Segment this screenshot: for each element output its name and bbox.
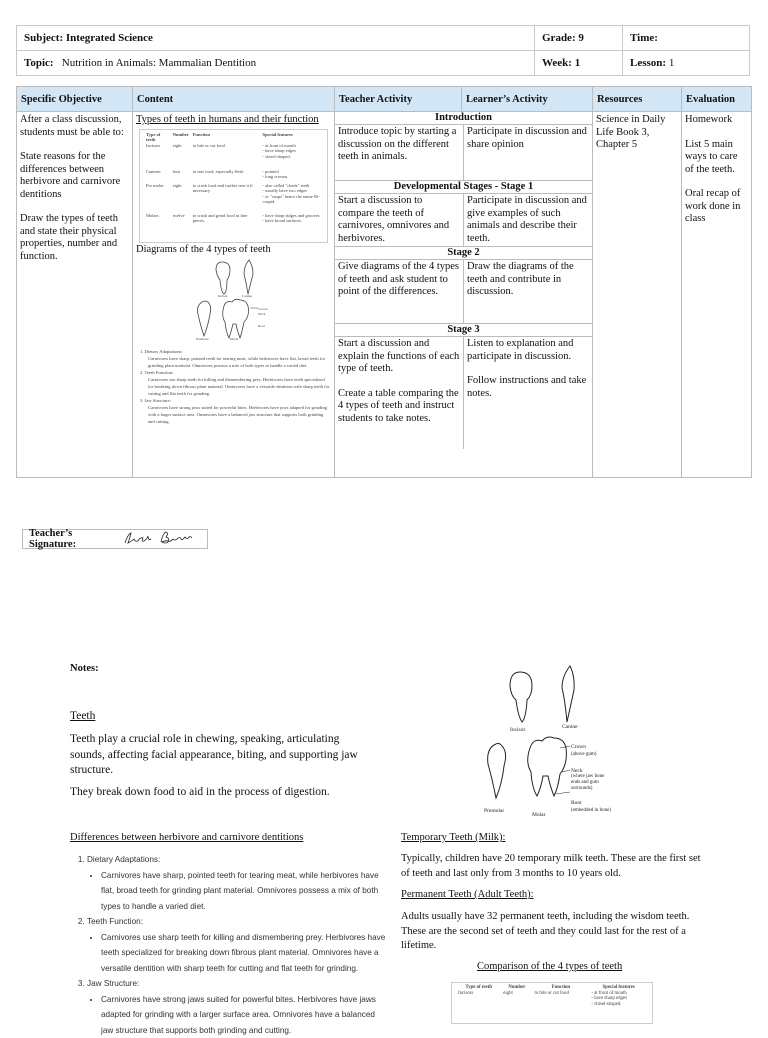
grade-cell — [535, 26, 623, 51]
mini-cell: eight — [171, 183, 191, 213]
neck-label: Neck — [571, 768, 583, 774]
stage-1 — [335, 180, 592, 246]
mini-crown-label: Crown — [258, 307, 268, 311]
mini-cell: twelve — [171, 213, 191, 224]
objective-2: Draw the types of teeth and state their physical properties, number and function. — [20, 213, 129, 263]
mini-differences-list — [136, 348, 331, 425]
col-resources: Resources — [593, 87, 682, 112]
compare-cell: Incisors — [456, 991, 501, 1008]
teeth-paragraph-2: They break down food to aid in the process of digestion. — [70, 786, 370, 798]
stage-title: Stage 3 — [335, 324, 592, 337]
stage-2 — [335, 246, 592, 323]
mini-table — [144, 132, 323, 224]
compare-cell: to bite or cut food — [532, 991, 589, 1008]
difference-text: • Carnivores have sharp, pointed teeth for tearing meat, while herbivores have flat, broad teeth for grinding plant material. Omnivores possess a mix of both types to handle a varied diet. — [101, 868, 386, 915]
difference-item — [87, 852, 386, 914]
teeth-diagram — [480, 664, 630, 822]
mini-diff-item: 1. Dietary Adaptations: — [140, 348, 331, 355]
signature-box — [22, 529, 208, 549]
mini-cell: - at front of mouth - have sharp edges - chisel-shaped. — [260, 143, 323, 169]
teacher-activity-2: Create a table comparing the 4 types of teeth and instruct students to take notes. — [338, 388, 460, 426]
resources-cell — [593, 112, 682, 478]
objective-1: State reasons for the differences between herbivore and carnivore dentitions — [20, 151, 129, 201]
learner-activity-2: Follow instructions and take notes. — [467, 375, 589, 400]
learner-activity: Draw the diagrams of the teeth and contribute in discussion. — [463, 260, 592, 323]
subject-label: Subject: — [24, 32, 63, 44]
compare-cell: eight — [501, 991, 532, 1008]
difference-item — [87, 976, 386, 1038]
incisor-label: Incisor — [510, 727, 525, 733]
week-cell — [535, 51, 623, 76]
mini-th-features: Special features — [260, 132, 323, 143]
subject-cell — [17, 26, 535, 51]
learner-activity: Listen to explanation and participate in discussion. — [467, 338, 589, 363]
lesson-header-table — [16, 25, 750, 76]
objective-cell — [17, 112, 133, 478]
plan-header-row — [17, 87, 752, 112]
evaluation-homework: Homework — [685, 114, 748, 127]
grade-label: Grade: — [542, 32, 576, 44]
mini-th-number: Number — [171, 132, 191, 143]
mini-teeth-table — [139, 129, 328, 243]
mini-root-label: Root — [258, 324, 265, 328]
mini-cell: - have sharp ridges and grooves - have broad surfaces. — [260, 213, 323, 224]
compare-cell: - at front of mouth - have sharp edges - chisel-shaped. — [589, 991, 648, 1008]
teacher-activity: Start a discussion to compare the teeth of carnivores, omnivores and herbivores. — [335, 194, 463, 246]
permanent-teeth-text: Adults usually have 32 permanent teeth, including the wisdom teeth. These are the second set of teeth and they could last for the rest of a lifetime. — [401, 910, 701, 954]
topic-value: Nutrition in Animals: Mammalian Dentition — [62, 57, 256, 69]
mini-diff-item: 3. Jaw Structure: — [140, 397, 331, 404]
molar-shape — [528, 737, 567, 796]
notes-heading: Notes: — [70, 663, 99, 674]
temporary-teeth-text: Typically, children have 20 temporary milk teeth. These are the first set of teeth and last only from 3 months to 10 years old. — [401, 852, 701, 881]
permanent-teeth-title: Permanent Teeth (Adult Teeth): — [401, 889, 534, 900]
lesson-cell — [623, 51, 750, 76]
premolar-shape — [488, 743, 506, 798]
mini-diff-item: 2. Teeth Function: — [140, 369, 331, 376]
root-note: (embedded in bone) — [571, 808, 611, 813]
difference-title: Teeth Function: — [87, 917, 143, 926]
mini-premolar-label: Premolar — [196, 337, 210, 341]
difference-item — [87, 914, 386, 976]
mini-th-type: Type of teeth — [144, 132, 171, 143]
mini-cell: four — [171, 169, 191, 183]
week-label: Week: — [542, 57, 572, 69]
week-value: 1 — [575, 57, 581, 69]
plan-body-row — [17, 112, 752, 478]
comparison-title: Comparison of the 4 types of teeth — [477, 961, 622, 972]
subject-value: Integrated Science — [66, 32, 153, 44]
stage-title: Stage 2 — [335, 247, 592, 260]
root-label: Root — [571, 800, 582, 806]
signature-label: Teacher’s Signature: — [29, 528, 119, 550]
mini-neck-label: Neck — [258, 312, 266, 316]
canine-label: Canine — [562, 724, 578, 730]
mini-th-function: Function — [191, 132, 261, 143]
grade-value: 9 — [578, 32, 584, 44]
comparison-table — [451, 982, 653, 1024]
learner-activity: Participate in discussion and share opinion — [463, 125, 592, 180]
evaluation-task: List 5 main ways to care of the teeth. — [685, 139, 748, 177]
mini-incisor-shape — [216, 262, 230, 294]
difference-title: Dietary Adaptations: — [87, 855, 160, 864]
differences-title: Differences between herbivore and carnivore dentitions — [70, 832, 303, 843]
time-cell — [623, 26, 750, 51]
mini-cell: Molars — [144, 213, 171, 224]
premolar-label: Premolar — [484, 808, 504, 814]
learner-activity: Participate in discussion and give examples of such animals and describe their teeth. — [463, 194, 592, 246]
mini-premolar-shape — [198, 301, 211, 336]
objective-intro: After a class discussion, students must be able to: — [20, 114, 129, 139]
difference-title: Jaw Structure: — [87, 979, 139, 988]
teeth-paragraph-1: Teeth play a crucial role in chewing, speaking, articulating sounds, affecting facial appearance, biting, and supporting jaw structure. — [70, 732, 370, 779]
mini-cell: Pre molar — [144, 183, 171, 213]
compare-th-number: Number — [501, 985, 532, 991]
handwritten-signature — [123, 530, 207, 548]
compare-th-function: Function — [532, 985, 589, 991]
mini-cell: - pointed - long crowns. — [260, 169, 323, 183]
teacher-activity: Start a discussion and explain the functions of each type of teeth. — [338, 338, 460, 376]
mini-cell: to crush food and further tear it if necessary — [191, 183, 261, 213]
neck-note: (where jaw bone ends and gum surrounds) — [571, 774, 607, 792]
mini-canine-label: Canine — [242, 294, 252, 298]
mini-molar-label: Molar — [230, 337, 239, 341]
mini-cell: to crush and grind food in fine pieces. — [191, 213, 261, 224]
stage-3 — [335, 323, 592, 449]
compare-th-type: Type of teeth — [456, 985, 501, 991]
mini-cell: Canines — [144, 169, 171, 183]
teacher-activity: Give diagrams of the 4 types of teeth and ask student to point of the differences. — [335, 260, 463, 323]
mini-cell: to bite or cut food — [191, 143, 261, 169]
mini-cell: eight — [171, 143, 191, 169]
molar-label: Molar — [532, 812, 546, 818]
stage-introduction — [335, 112, 592, 180]
lesson-value: 1 — [669, 57, 675, 69]
evaluation-cell — [682, 112, 752, 478]
lesson-plan-table — [16, 86, 752, 478]
evaluation-oral: Oral recap of work done in class — [685, 188, 748, 226]
activities-cell — [335, 112, 593, 478]
crown-label: Crown — [571, 744, 586, 750]
mini-molar-shape — [223, 299, 249, 338]
mini-canine-shape — [244, 260, 253, 294]
teeth-title: Teeth — [70, 710, 95, 722]
temporary-teeth-title: Temporary Teeth (Milk): — [401, 832, 505, 843]
topic-label: Topic: — [24, 57, 54, 69]
mini-diff-text: Carnivores use sharp teeth for killing and dismembering prey. Herbivores have teeth specialized for breaking down fibrous plant material. Omnivores have a versatile dentition with sharp teeth for cutting and flat teeth for grinding. — [140, 376, 331, 397]
content-cell — [133, 112, 335, 478]
mini-cell: - also called "cheek" teeth - usually have two edges - or "cusps" hence the name Bi-cuspid. — [260, 183, 323, 213]
content-title: Types of teeth in humans and their function — [136, 114, 331, 127]
col-evaluation: Evaluation — [682, 87, 752, 112]
col-objective: Specific Objective — [17, 87, 133, 112]
mini-cell: to tear food, especially flesh — [191, 169, 261, 183]
col-learner: Learner’s Activity — [462, 87, 593, 112]
mini-incisor-label: Incisor — [218, 294, 229, 298]
teacher-activity: Introduce topic by starting a discussion on the different teeth in animals. — [335, 125, 463, 180]
col-teacher: Teacher Activity — [335, 87, 462, 112]
compare-th-features: Special features — [589, 985, 648, 991]
stage-title: Introduction — [335, 112, 592, 125]
time-label: Time: — [630, 32, 658, 44]
col-content: Content — [133, 87, 335, 112]
incisor-shape — [510, 672, 532, 722]
difference-text: • Carnivores use sharp teeth for killing and dismembering prey. Herbivores have teeth specialized for breaking down fibrous plant material. Omnivores have a versatile dentition with sharp teeth for cutting and flat teeth for grinding. — [101, 930, 386, 977]
difference-text: • Carnivores have strong jaws suited for powerful bites. Herbivores have jaws adapted for grinding with a larger surface area. Omnivores have a balanced jaw structure that supports both grinding and cutting. — [101, 992, 386, 1038]
mini-cell: Incisors — [144, 143, 171, 169]
resources-text: Science in Daily Life Book 3, Chapter 5 — [593, 112, 681, 154]
topic-cell — [17, 51, 535, 76]
mini-teeth-diagram — [194, 258, 314, 340]
stage-title: Developmental Stages - Stage 1 — [335, 181, 592, 194]
mini-diff-text: Carnivores have sharp, pointed teeth for tearing meat, while herbivores have flat, broad teeth for grinding plant material. Omnivores possess a mix of both types to handle a varied diet. — [140, 355, 331, 369]
crown-note: (above gum) — [571, 752, 597, 757]
content-diagrams-caption: Diagrams of the 4 types of teeth — [136, 244, 331, 257]
lesson-label: Lesson: — [630, 57, 666, 69]
differences-list — [70, 852, 386, 1024]
mini-diff-text: Carnivores have strong jaws suited for powerful bites. Herbivores have jaws adapted for grinding with a larger surface area. Omnivores have a balanced jaw structure that supports both grinding and cutting. — [140, 404, 331, 425]
canine-shape — [562, 666, 574, 722]
